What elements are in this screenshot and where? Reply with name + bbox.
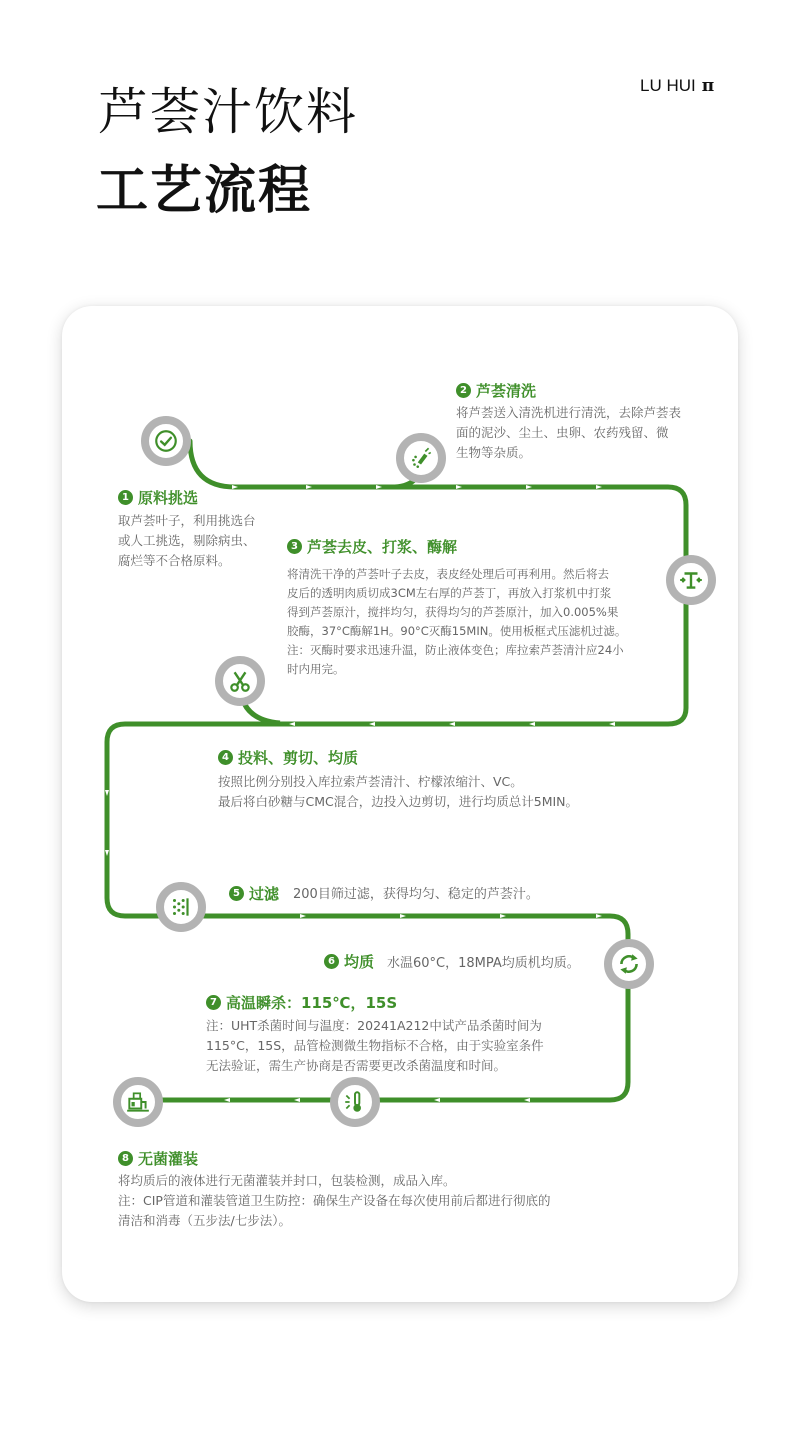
step6-title: 均质: [344, 953, 375, 971]
step3-title: 芦荟去皮、打浆、酶解: [307, 538, 458, 556]
step7-number: 7: [206, 995, 221, 1010]
thermometer-icon: [342, 1089, 368, 1115]
step1-line: 取芦荟叶子，利用挑选台: [118, 513, 256, 528]
step4-line: 最后将白砂糖与CMC混合，边投入边剪切，进行均质总计5MIN。: [218, 794, 579, 809]
step8-description: [118, 1171, 550, 1231]
step5-node: [156, 882, 206, 932]
step7-line: 注：UHT杀菌时间与温度：20241A212中试产品杀菌时间为: [206, 1018, 542, 1033]
step8-line: 清洁和消毒（五步法/七步法）。: [118, 1213, 291, 1228]
filter-icon: [168, 894, 194, 920]
brand-pi-mark: π: [701, 76, 715, 96]
step2-description: [456, 403, 681, 463]
spray-wash-icon: [408, 445, 434, 471]
step1-description: [118, 511, 256, 571]
step2-line: 将芦荟送入清洗机进行清洗，去除芦荟表: [456, 405, 682, 420]
step5-description: 200目筛过滤，获得均匀、稳定的芦荟汁。: [293, 887, 539, 902]
step4-line: 按照比例分别投入库拉索芦荟清汁、柠檬浓缩汁、VC。: [218, 774, 523, 789]
page-title-line1: 芦荟汁饮料: [98, 83, 358, 141]
step7-line: 无法验证，需生产协商是否需要更改杀菌温度和时间。: [206, 1058, 507, 1073]
scissors-icon: [227, 668, 253, 694]
step8-heading: [118, 1148, 198, 1169]
step8-number: 8: [118, 1151, 133, 1166]
step3-heading: [287, 536, 457, 557]
press-icon: [678, 567, 704, 593]
step3-number: 3: [287, 539, 302, 554]
step2-node: [396, 433, 446, 483]
step2-line: 生物等杂质。: [456, 445, 532, 460]
step1-line: 或人工挑选，剔除病虫、: [118, 533, 256, 548]
step4-title: 投料、剪切、均质: [238, 749, 359, 767]
step4-heading: [218, 747, 358, 768]
step3-line: 得到芦荟原汁，搅拌均匀，获得均匀的芦荟原汁，加入0.005%果: [287, 605, 619, 619]
step3-line: 胶酶，37°C酶解1H。90°C灭酶15MIN。使用板框式压滤机过滤。: [287, 624, 627, 638]
page-title-line2: 工艺流程: [96, 161, 313, 221]
brand-name: LU HUI: [640, 76, 696, 95]
step8-line: 注：CIP管道和灌装管道卫生防控：确保生产设备在每次使用前后都进行彻底的: [118, 1193, 551, 1208]
step1-title: 原料挑选: [138, 489, 199, 507]
step7-title: 高温瞬杀：115℃，15S: [226, 994, 398, 1012]
step1-node: [141, 416, 191, 466]
step4-node: [215, 656, 265, 706]
check-circle-icon: [153, 428, 179, 454]
step7-heading: [206, 992, 397, 1013]
step4-number: 4: [218, 750, 233, 765]
step8-line: 将均质后的液体进行无菌灌装并封口，包装检测，成品入库。: [118, 1173, 456, 1188]
step3-node: [666, 555, 716, 605]
step5-number: 5: [229, 886, 244, 901]
cycle-icon: [616, 951, 642, 977]
step3-line: 皮后的透明肉质切成3CM左右厚的芦荟丁，再放入打浆机中打浆: [287, 586, 612, 600]
step6-node: [604, 939, 654, 989]
step6-heading: [324, 951, 374, 972]
step6-number: 6: [324, 954, 339, 969]
step6-description: 水温60°C，18MPA均质机均质。: [387, 956, 580, 971]
step3-line: 注：灭酶时要求迅速升温，防止液体变色；库拉索芦荟清汁应24小: [287, 643, 624, 657]
step7-description: [206, 1016, 544, 1076]
step4-description: [218, 772, 578, 812]
step3-description: [287, 565, 626, 679]
step7-node: [330, 1077, 380, 1127]
step5-heading: [229, 883, 279, 904]
step7-line: 115°C，15S，品管检测微生物指标不合格，由于实验室条件: [206, 1038, 544, 1053]
filling-machine-icon: [125, 1089, 151, 1115]
step8-node: [113, 1077, 163, 1127]
step5-title: 过滤: [249, 885, 280, 903]
step1-heading: [118, 487, 198, 508]
step3-line: 时内用完。: [287, 662, 345, 676]
step2-line: 面的泥沙、尘土、虫卵、农药残留、微: [456, 425, 669, 440]
step3-line: 将清洗干净的芦荟叶子去皮，表皮经处理后可再利用。然后将去: [287, 567, 609, 581]
step2-heading: [456, 380, 536, 401]
step2-title: 芦荟清洗: [476, 382, 537, 400]
step1-number: 1: [118, 490, 133, 505]
step2-number: 2: [456, 383, 471, 398]
step1-line: 腐烂等不合格原料。: [118, 553, 231, 568]
step8-title: 无菌灌装: [138, 1150, 199, 1168]
